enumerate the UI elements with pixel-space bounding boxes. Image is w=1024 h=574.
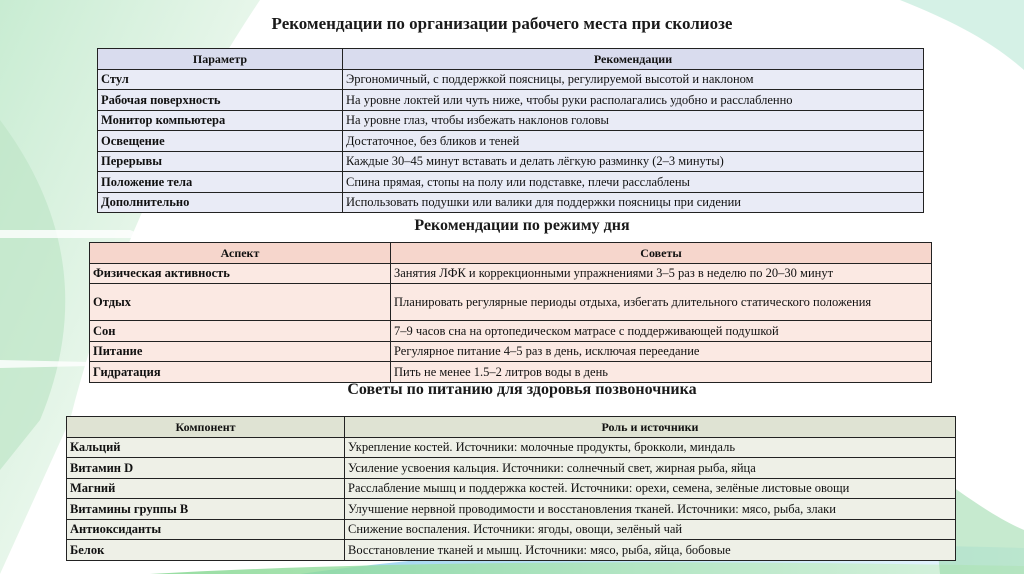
table-cell: Расслабление мышц и поддержка костей. Источники: орехи, семена, зелёные листовые овощи — [345, 478, 956, 499]
table-cell-key: Стул — [98, 69, 343, 90]
table-cell-key: Положение тела — [98, 172, 343, 193]
table-header-row — [98, 49, 924, 70]
table-row — [90, 284, 932, 321]
table-header-row — [67, 417, 956, 438]
table-row — [90, 321, 932, 342]
table-cell-key: Перерывы — [98, 151, 343, 172]
table-cell-key: Дополнительно — [98, 192, 343, 213]
table-cell-key: Белок — [67, 540, 345, 561]
table-cell-key: Питание — [90, 341, 391, 362]
table-row — [98, 172, 924, 193]
table-row — [67, 519, 956, 540]
table-cell: Укрепление костей. Источники: молочные продукты, брокколи, миндаль — [345, 437, 956, 458]
table-row — [67, 458, 956, 479]
table-cell: На уровне глаз, чтобы избежать наклонов головы — [343, 110, 924, 131]
table-row — [67, 437, 956, 458]
table-cell: Регулярное питание 4–5 раз в день, исключая переедание — [391, 341, 932, 362]
table-cell: Улучшение нервной проводимости и восстановления тканей. Источники: мясо, рыба, злаки — [345, 499, 956, 520]
table-cell-key: Витамин D — [67, 458, 345, 479]
table-cell: Восстановление тканей и мышц. Источники: мясо, рыба, яйца, бобовые — [345, 540, 956, 561]
table-row — [67, 540, 956, 561]
table-cell: Пить не менее 1.5–2 литров воды в день — [391, 362, 932, 383]
table-row — [98, 90, 924, 111]
table-cell: 7–9 часов сна на ортопедическом матрасе с поддерживающей подушкой — [391, 321, 932, 342]
table-row — [90, 263, 932, 284]
column-header: Компонент — [67, 417, 345, 438]
regime-table — [89, 242, 932, 383]
table-cell-key: Кальций — [67, 437, 345, 458]
table-cell-key: Монитор компьютера — [98, 110, 343, 131]
table-row — [90, 341, 932, 362]
table-cell: Спина прямая, стопы на полу или подставке, плечи расслаблены — [343, 172, 924, 193]
table-cell: На уровне локтей или чуть ниже, чтобы руки располагались удобно и расслабленно — [343, 90, 924, 111]
table-row — [67, 478, 956, 499]
table-row — [98, 151, 924, 172]
workplace-title: Рекомендации по организации рабочего места при сколиозе — [271, 14, 733, 33]
table-row — [98, 69, 924, 90]
table-header-row — [90, 243, 932, 264]
table-cell-key: Витамины группы B — [67, 499, 345, 520]
column-header: Роль и источники — [345, 417, 956, 438]
table-cell: Достаточное, без бликов и теней — [343, 131, 924, 152]
table-cell: Каждые 30–45 минут вставать и делать лёгкую разминку (2–3 минуты) — [343, 151, 924, 172]
table-cell-key: Магний — [67, 478, 345, 499]
regime-title: Рекомендации по режиму дня — [414, 217, 630, 234]
column-header: Советы — [391, 243, 932, 264]
table-cell-key: Физическая активность — [90, 263, 391, 284]
table-cell-key: Освещение — [98, 131, 343, 152]
column-header: Параметр — [98, 49, 343, 70]
table-row — [98, 131, 924, 152]
table-cell: Занятия ЛФК и коррекционными упражнениями 3–5 раз в неделю по 20–30 минут — [391, 263, 932, 284]
workplace-table — [97, 48, 924, 213]
table-cell: Использовать подушки или валики для поддержки поясницы при сидении — [343, 192, 924, 213]
table-row — [98, 110, 924, 131]
table-cell-key: Рабочая поверхность — [98, 90, 343, 111]
table-cell: Эргономичный, с поддержкой поясницы, регулируемой высотой и наклоном — [343, 69, 924, 90]
table-cell-key: Отдых — [90, 284, 391, 321]
table-row — [98, 192, 924, 213]
table-cell: Планировать регулярные периоды отдыха, избегать длительного статического положения — [391, 284, 932, 321]
table-row — [90, 362, 932, 383]
nutrition-table — [66, 416, 956, 561]
table-cell-key: Гидратация — [90, 362, 391, 383]
table-cell: Усиление усвоения кальция. Источники: солнечный свет, жирная рыба, яйца — [345, 458, 956, 479]
table-cell-key: Сон — [90, 321, 391, 342]
column-header: Рекомендации — [343, 49, 924, 70]
table-cell: Снижение воспаления. Источники: ягоды, овощи, зелёный чай — [345, 519, 956, 540]
bottom-green-wave — [150, 562, 1024, 574]
nutrition-title: Советы по питанию для здоровья позвоночника — [347, 381, 697, 398]
column-header: Аспект — [90, 243, 391, 264]
table-cell-key: Антиоксиданты — [67, 519, 345, 540]
table-row — [67, 499, 956, 520]
